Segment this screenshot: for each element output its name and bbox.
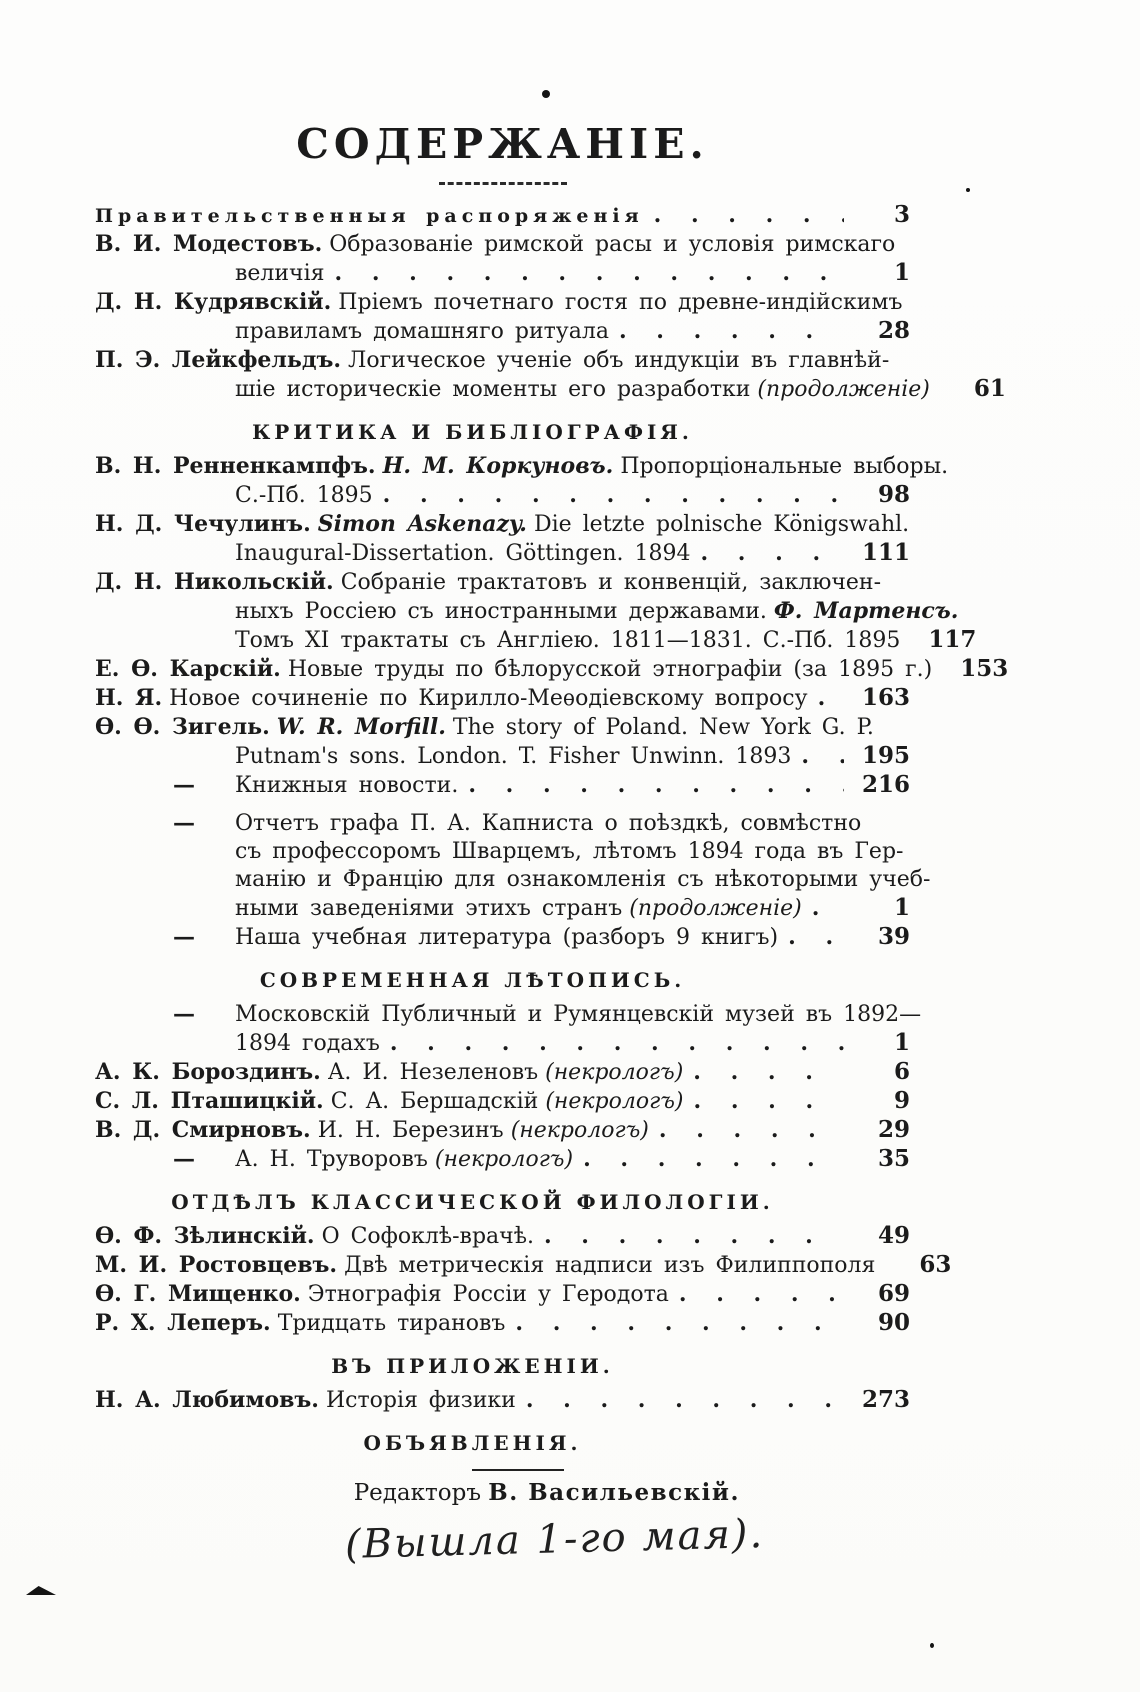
ink-speck-top (542, 90, 550, 98)
entry-text: Putnam's sons. London. T. Fisher Unwinn. 1893 (235, 744, 792, 769)
handwritten-note: (Вышла 1-го мая). (344, 1511, 765, 1568)
dash-marker-cell (95, 1145, 235, 1174)
entry-text: величія (235, 261, 325, 286)
section-header: ОБЪЯВЛЕНІЯ. (363, 1431, 582, 1455)
dash-marker-cell (95, 809, 235, 838)
dot-leader (700, 539, 844, 567)
dot-leader (812, 894, 844, 922)
toc-line (95, 1058, 910, 1087)
ink-speck-bottom-right (930, 1643, 934, 1648)
toc-line (95, 894, 910, 923)
entry-text: Е. Ѳ. Карскій. Новые труды по бѣлорусской этнографіи (за 1895 г.) (95, 656, 933, 682)
toc-line (95, 684, 910, 713)
dot-leader (801, 742, 844, 770)
dash-marker-cell (95, 771, 235, 800)
entry-text: В. Н. Ренненкампфъ. Н. М. Коркуновъ. Пропорціональные выборы. (95, 453, 949, 479)
entry-text: Томъ XI трактаты съ Англіею. 1811—1831. С.-Пб. 1895 (235, 628, 901, 653)
entry-text: П. Э. Лейкфельдъ. Логическое ученіе объ индукціи въ главнѣй- (95, 347, 890, 373)
page-number: 1 (893, 259, 910, 286)
page-number: 216 (861, 771, 910, 798)
dot-leader (693, 1058, 844, 1086)
toc-line (95, 1116, 910, 1145)
page-content (95, 0, 1009, 1568)
page-title: СОДЕРЖАНІЕ. (296, 120, 709, 168)
toc-line (95, 771, 910, 800)
entry-text: С.-Пб. 1895 (235, 483, 373, 508)
page-number: 1 (893, 1029, 910, 1056)
entry-text: В. Д. Смирновъ. И. Н. Березинъ (некрологъ) (95, 1117, 649, 1143)
section-header: ОТДѢЛЪ КЛАССИЧЕСКОЙ ФИЛОЛОГІИ. (171, 1190, 774, 1214)
toc-line (95, 626, 977, 655)
dot-leader (654, 201, 844, 229)
toc-line (95, 539, 910, 568)
page-number: 9 (893, 1087, 910, 1114)
page-number: 273 (861, 1386, 910, 1413)
entry-text: Д. Н. Кудрявскій. Пріемъ почетнаго гостя по древне-индійскимъ (95, 289, 903, 315)
entry-text: М. И. Ростовцевъ. Двѣ метрическія надписи изъ Филиппополя (95, 1252, 876, 1278)
page-number: 117 (928, 626, 977, 653)
editor-label: Редакторъ (353, 1480, 481, 1506)
entry-text: манію и Францію для ознакомленія съ нѣкоторыми учеб- (235, 867, 931, 892)
title-divider (439, 182, 567, 185)
toc-line (95, 597, 959, 626)
entry-text: Н. Д. Чечулинъ. Simon Askenazy. Die letzte polnische Königswahl. (95, 511, 910, 537)
page-number: 49 (877, 1222, 910, 1249)
dot-leader (390, 1029, 844, 1057)
section-header: КРИТИКА И БИБЛІОГРАФІЯ. (252, 420, 693, 444)
toc-line (95, 1145, 910, 1174)
dot-leader (468, 771, 844, 799)
footer-divider (472, 1469, 564, 1471)
dash-marker-cell (95, 1000, 235, 1029)
page-number: 28 (877, 317, 910, 344)
dot-leader (544, 1222, 844, 1250)
page-number: 90 (877, 1309, 910, 1336)
dash-marker: — (173, 1146, 195, 1172)
page-number: 69 (877, 1280, 910, 1307)
toc-line (95, 259, 910, 288)
page-number: 3 (893, 201, 910, 228)
toc-line (95, 1309, 910, 1338)
editor-name: В. Васильевскій. (488, 1479, 740, 1506)
dot-leader (583, 1145, 844, 1173)
page-number: 1 (893, 894, 910, 921)
entry-text: съ профессоромъ Шварцемъ, лѣтомъ 1894 года въ Гер- (235, 839, 904, 864)
dot-leader (383, 481, 844, 509)
page-number: 29 (877, 1116, 910, 1143)
toc-line (95, 838, 910, 866)
toc-line (95, 288, 910, 317)
dot-leader (679, 1280, 844, 1308)
entry-text: Д. Н. Никольскій. Собраніе трактатовъ и конвенцій, заключен- (95, 569, 882, 595)
entry-text: правиламъ домашняго ритуала (235, 319, 609, 344)
dot-leader (694, 1087, 844, 1115)
page-number: 35 (877, 1145, 910, 1172)
dash-marker: — (173, 772, 195, 798)
entry-text: Ѳ. Ф. Зѣлинскій. О Софоклѣ-врачѣ. (95, 1223, 534, 1249)
dash-marker: — (173, 924, 195, 950)
entry-text: Ѳ. Г. Мищенко. Этнографія Россіи у Геродота (95, 1281, 669, 1307)
page-number: 153 (960, 655, 1009, 682)
entry-text: Ѳ. Ѳ. Зигель. W. R. Morfill. The story of Poland. New York G. P. (95, 714, 874, 740)
toc-line (95, 201, 910, 230)
toc-line (95, 713, 910, 742)
dash-marker-cell (95, 923, 235, 952)
toc-line (95, 655, 1009, 684)
dot-leader (526, 1386, 844, 1414)
dot-leader (335, 259, 844, 287)
dot-leader (788, 923, 844, 951)
toc-line (95, 375, 1006, 404)
entry-text: С. Л. Пташицкій. С. А. Бершадскій (некрологъ) (95, 1088, 684, 1114)
entry-text: А. К. Бороздинъ. А. И. Незеленовъ (некрологъ) (95, 1059, 684, 1085)
entry-text: Отчетъ графа П. А. Капниста о поѣздкѣ, совмѣстно (235, 811, 862, 836)
page-number: 163 (861, 684, 910, 711)
entry-text: Книжныя новости. (235, 773, 459, 798)
toc-line (95, 742, 910, 771)
entry-text: Московскій Публичный и Румянцевскій музей въ 1892— (235, 1002, 922, 1027)
entry-text: В. И. Модестовъ. Образованіе римской расы и условія римскаго (95, 231, 896, 257)
entry-text: ными заведеніями этихъ странъ (продолженіе) (235, 896, 802, 921)
entry-text: 1894 годахъ (235, 1031, 380, 1056)
toc-line (95, 230, 910, 259)
toc-line (95, 346, 910, 375)
toc-line (95, 452, 949, 481)
entry-text: Inaugural-Dissertation. Göttingen. 1894 (235, 541, 691, 566)
entry-text: Н. А. Любимовъ. Исторія физики (95, 1387, 516, 1413)
dot-leader (515, 1309, 844, 1337)
section-header: СОВРЕМЕННАЯ ЛѢТОПИСЬ. (259, 968, 686, 992)
entry-text: Р. Х. Леперъ. Тридцать тирановъ (95, 1310, 506, 1336)
toc-line (95, 923, 910, 952)
toc-line (95, 1222, 910, 1251)
page-number: 63 (919, 1251, 952, 1278)
dot-leader (619, 317, 844, 345)
ink-mark-bottom-left (26, 1586, 56, 1595)
toc-line (95, 1280, 910, 1309)
page-number: 111 (861, 539, 910, 566)
page-number: 195 (861, 742, 910, 769)
page-number: 61 (973, 375, 1006, 402)
toc (95, 201, 1009, 1457)
toc-line (95, 317, 910, 346)
dash-marker: — (173, 810, 195, 836)
entry-text: Наша учебная литература (разборъ 9 книгъ) (235, 925, 779, 950)
toc-line (95, 809, 910, 838)
page-number: 6 (893, 1058, 910, 1085)
dash-marker: — (173, 1001, 195, 1027)
toc-line (95, 866, 931, 894)
toc-line (95, 1029, 910, 1058)
entry-text: Н. Я. Новое сочиненіе по Кирилло-Меѳодіевскому вопросу (95, 685, 808, 711)
entry-text: шіе историческіе моменты его разработки (продолженіе) (235, 377, 930, 402)
toc-line (95, 1000, 922, 1029)
page-number: 98 (877, 481, 910, 508)
dot-leader (659, 1116, 844, 1144)
ink-speck-right (966, 188, 970, 192)
toc-line (95, 1087, 910, 1116)
toc-line (95, 481, 910, 510)
page-number: 39 (877, 923, 910, 950)
toc-line (95, 1386, 910, 1415)
toc-line (95, 510, 910, 539)
section-header: ВЪ ПРИЛОЖЕНІИ. (331, 1354, 614, 1378)
entry-text: А. Н. Труворовъ (некрологъ) (235, 1147, 574, 1172)
entry-text: ныхъ Россіею съ иностранными державами. Ф. Мартенсъ. (235, 598, 959, 624)
toc-line (95, 568, 910, 597)
dot-leader (818, 684, 844, 712)
entry-text: Правительственныя распоряженія (95, 205, 644, 227)
editor-line (95, 1479, 910, 1506)
toc-line (95, 1251, 952, 1280)
